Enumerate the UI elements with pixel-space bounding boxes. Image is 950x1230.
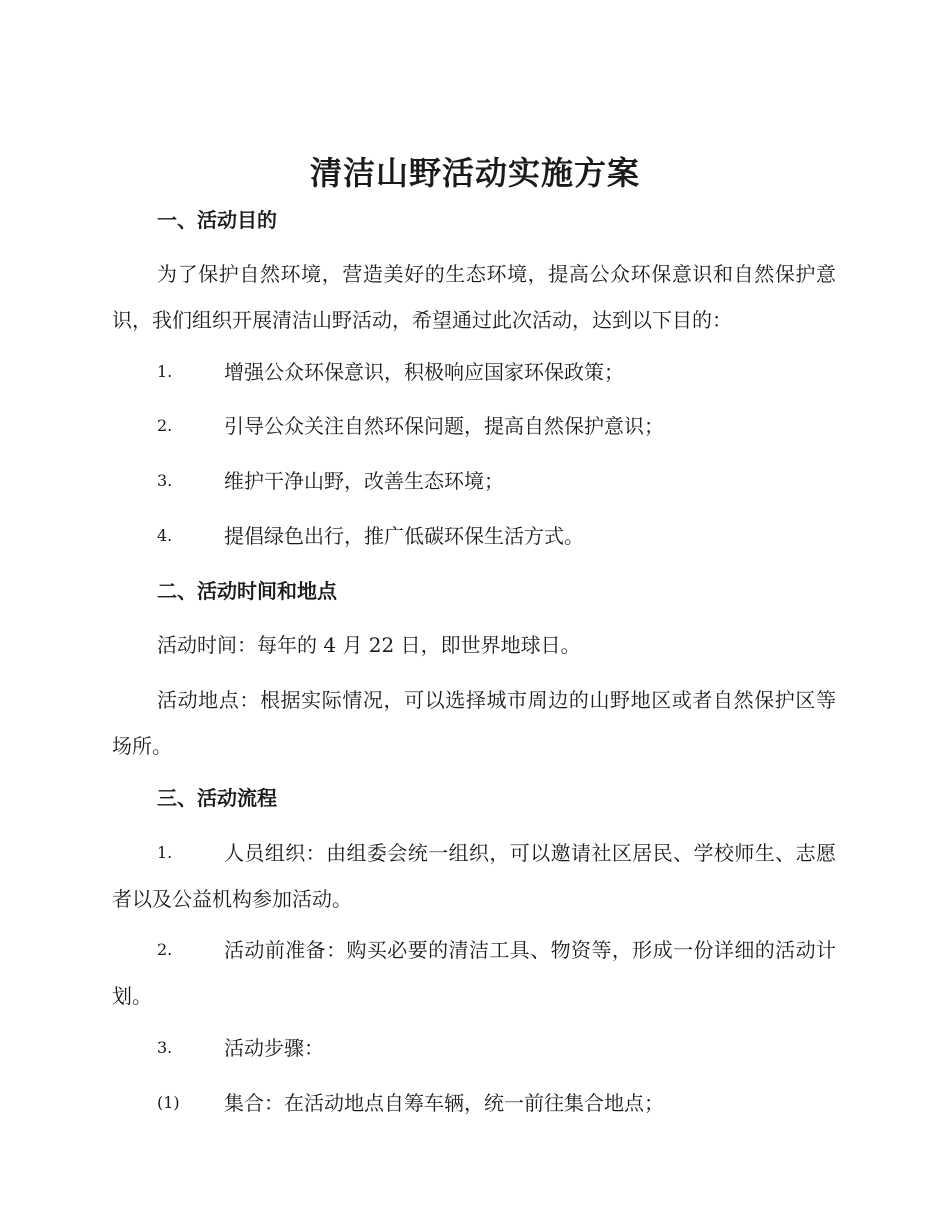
step-text: 活动前准备：购买必要的清洁工具、物资等，形成一份详细的活动计划。 <box>112 938 836 1008</box>
step-number: 2. <box>157 940 173 959</box>
activity-time-paragraph: 活动时间：每年的 4 月 22 日，即世界地球日。 <box>157 633 581 657</box>
section-heading-process: 三、活动流程 <box>157 786 277 810</box>
goal-text: 增强公众环保意识，积极响应国家环保政策； <box>224 360 624 384</box>
section-heading-time-place: 二、活动时间和地点 <box>157 579 337 603</box>
purpose-intro-paragraph: 为了保护自然环境，营造美好的生态环境，提高公众环保意识和自然保护意识，我们组织开展清洁山野活动，希望通过此次活动，达到以下目的： <box>112 262 836 332</box>
step-number: 1. <box>157 843 173 862</box>
activity-place-paragraph: 活动地点：根据实际情况，可以选择城市周边的山野地区或者自然保护区等场所。 <box>112 688 836 758</box>
process-step <box>112 830 836 922</box>
section-heading-purpose: 一、活动目的 <box>157 208 277 232</box>
goal-number: 4. <box>157 526 173 545</box>
document-title: 清洁山野活动实施方案 <box>309 154 640 192</box>
step-text: 活动步骤： <box>224 1036 324 1060</box>
step-text: 人员组织：由组委会统一组织，可以邀请社区居民、学校师生、志愿者以及公益机构参加活动。 <box>112 841 836 911</box>
goal-number: 3. <box>157 471 173 490</box>
process-step <box>112 927 836 1019</box>
step-number: 3. <box>157 1038 173 1057</box>
goal-text: 引导公众关注自然环保问题，提高自然保护意识； <box>224 414 664 438</box>
goal-number: 2. <box>157 416 173 435</box>
goal-text: 维护干净山野，改善生态环境； <box>224 469 504 493</box>
substep-text: 集合：在活动地点自筹车辆，统一前往集合地点； <box>224 1091 664 1115</box>
substep-number: (1) <box>157 1093 180 1112</box>
goal-text: 提倡绿色出行，推广低碳环保生活方式。 <box>224 524 584 548</box>
goal-number: 1. <box>157 362 173 381</box>
